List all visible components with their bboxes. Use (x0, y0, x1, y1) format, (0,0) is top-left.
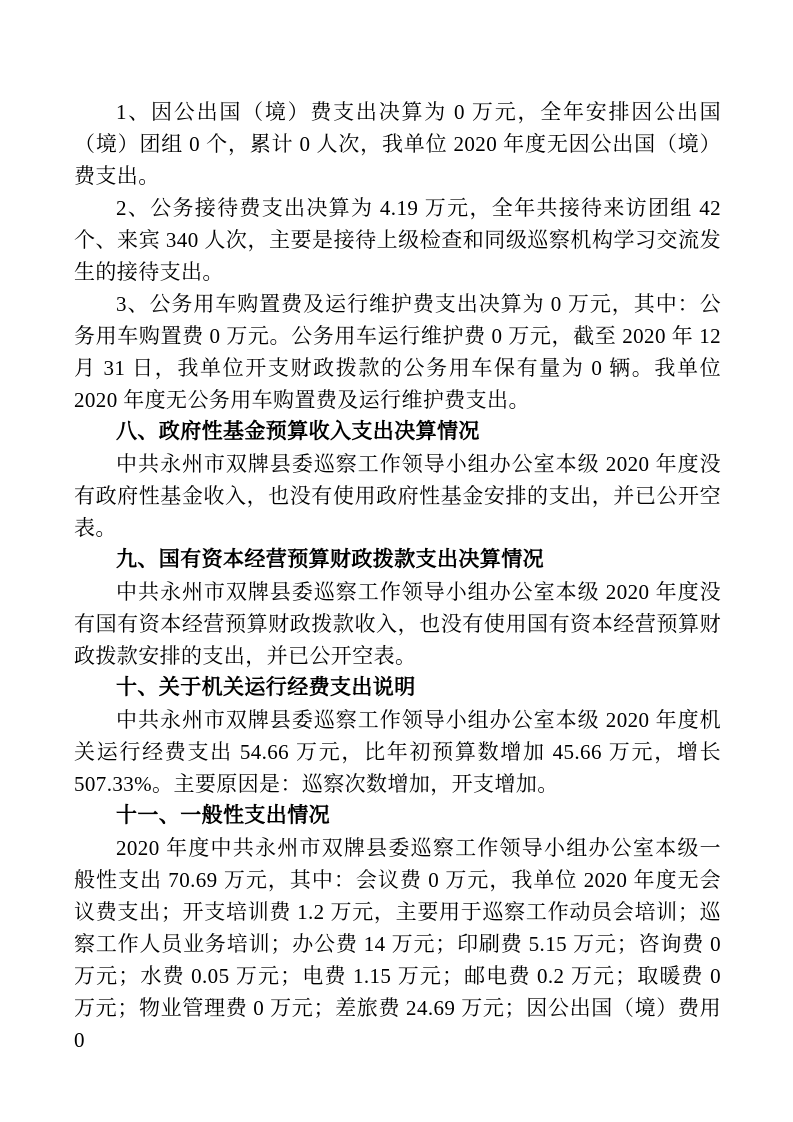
heading-section-8-government-fund-budget: 八、政府性基金预算收入支出决算情况 (116, 420, 480, 443)
heading-section-11-general-expense: 十一、一般性支出情况 (116, 804, 330, 827)
paragraph-abroad-expense: 1、因公出国（境）费支出决算为 0 万元，全年安排因公出国（境）团组 0 个，累计 0 人次，我单位 2020 年度无因公出国（境）费支出。 (74, 100, 721, 188)
heading-section-9-state-capital-budget: 九、国有资本经营预算财政拨款支出决算情况 (116, 548, 544, 571)
paragraph-operating-expense: 中共永州市双牌县委巡察工作领导小组办公室本级 2020 年度机关运行经费支出 54.66 万元，比年初预算数增加 45.66 万元，增长 507.33%。主要原因是：巡察次数增加，开支增加。 (74, 708, 721, 796)
paragraph-state-capital-budget: 中共永州市双牌县委巡察工作领导小组办公室本级 2020 年度没有国有资本经营预算财政拨款收入，也没有使用国有资本经营预算财政拨款安排的支出，并已公开空表。 (74, 580, 721, 668)
paragraph-official-reception-expense: 2、公务接待费支出决算为 4.19 万元，全年共接待来访团组 42 个、来宾 340 人次，主要是接待上级检查和同级巡察机构学习交流发生的接待支出。 (74, 196, 721, 284)
document-body (74, 96, 721, 1056)
paragraph-official-vehicle-expense: 3、公务用车购置费及运行维护费支出决算为 0 万元，其中：公务用车购置费 0 万元。公务用车运行维护费 0 万元，截至 2020 年 12 月 31 日，我单位开支财政拨款的公务用车保有量为 0 辆。我单位 2020 年度无公务用车购置费及运行维护费支出。 (74, 292, 721, 412)
paragraph-general-expense: 2020 年度中共永州市双牌县委巡察工作领导小组办公室本级一般性支出 70.69 万元，其中：会议费 0 万元，我单位 2020 年度无会议费支出；开支培训费 1.2 万元，主要用于巡察工作动员会培训；巡察工作人员业务培训；办公费 14 万元；印刷费 5.15 万元；咨询费 0 万元；水费 0.05 万元；电费 1.15 万元；邮电费 0.2 万元；取暖费 0 万元；物业管理费 0 万元；差旅费 24.69 万元；因公出国（境）费用 0 (74, 836, 721, 1052)
paragraph-government-fund-budget: 中共永州市双牌县委巡察工作领导小组办公室本级 2020 年度没有政府性基金收入，也没有使用政府性基金安排的支出，并已公开空表。 (74, 452, 721, 540)
heading-section-10-operating-expense: 十、关于机关运行经费支出说明 (116, 676, 416, 699)
